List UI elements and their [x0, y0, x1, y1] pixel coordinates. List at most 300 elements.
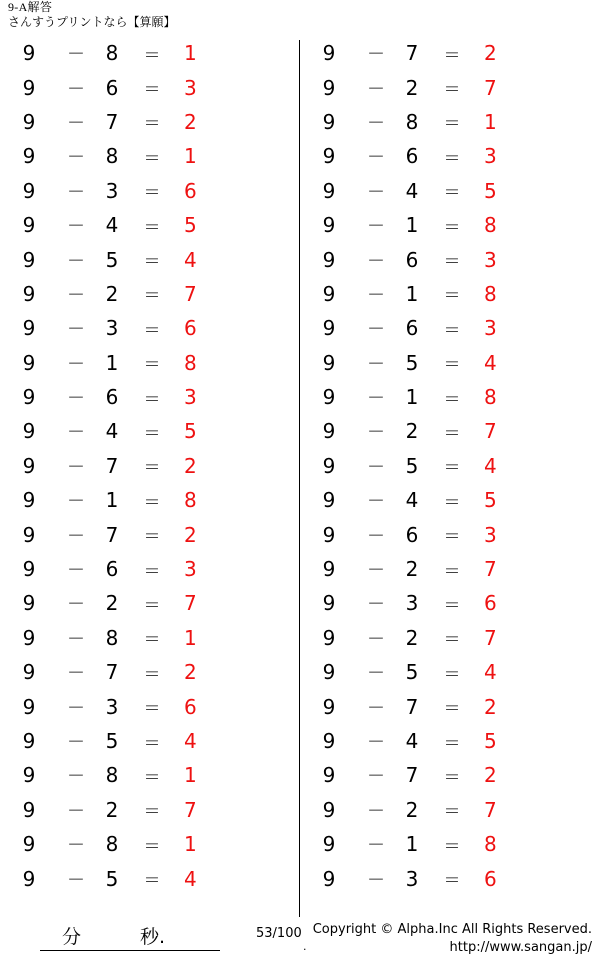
operand-a: 9 [22, 144, 36, 169]
operand-a: 9 [322, 729, 336, 753]
minus-sign: － [367, 112, 385, 134]
answer-value: 2 [184, 660, 197, 685]
equals-sign: ＝ [443, 595, 461, 616]
equals-sign: ＝ [143, 871, 161, 892]
operand-b: 1 [405, 832, 419, 857]
answer-value: 8 [484, 385, 497, 410]
answer-value: 1 [184, 41, 197, 66]
operand-a: 9 [322, 178, 336, 203]
problem-row [0, 861, 300, 895]
minus-sign: － [67, 594, 85, 616]
operand-a: 9 [322, 41, 336, 66]
minus-sign: － [367, 525, 385, 547]
problem-row [0, 105, 300, 139]
operand-a: 9 [322, 625, 336, 650]
problem-row [300, 483, 600, 517]
minus-sign: － [67, 44, 85, 66]
operand-b: 8 [405, 109, 419, 134]
problem-row [300, 861, 600, 895]
operand-b: 5 [405, 453, 419, 478]
problem-row [300, 277, 600, 311]
minus-sign: － [67, 112, 85, 134]
page-number: 53/100 [256, 926, 302, 941]
answer-value: 7 [484, 419, 497, 444]
equals-sign: ＝ [443, 561, 461, 582]
operand-b: 6 [105, 75, 119, 100]
equals-sign: ＝ [443, 45, 461, 66]
operand-a: 9 [322, 419, 336, 444]
problem-row [300, 689, 600, 723]
answer-value: 5 [484, 488, 497, 513]
answer-value: 6 [184, 694, 197, 719]
operand-a: 9 [22, 660, 36, 685]
operand-b: 1 [405, 213, 419, 238]
operand-b: 5 [405, 350, 419, 375]
second-label: 秒. [140, 926, 166, 948]
operand-a: 9 [22, 729, 36, 753]
equals-sign: ＝ [143, 492, 161, 513]
operand-b: 8 [105, 144, 119, 169]
problem-row [300, 655, 600, 689]
equals-sign: ＝ [443, 252, 461, 273]
equals-sign: ＝ [143, 561, 161, 582]
minus-sign: － [367, 800, 385, 822]
problem-row [300, 449, 600, 483]
answer-value: 8 [484, 281, 497, 306]
equals-sign: ＝ [443, 527, 461, 548]
problem-row [300, 724, 600, 758]
operand-b: 2 [105, 591, 119, 616]
answer-value: 3 [484, 522, 497, 547]
answer-value: 4 [184, 729, 197, 753]
operand-a: 9 [22, 213, 36, 238]
operand-b: 4 [105, 419, 119, 444]
equals-sign: ＝ [443, 767, 461, 788]
minus-sign: － [367, 663, 385, 685]
equals-sign: ＝ [143, 733, 161, 754]
equals-sign: ＝ [143, 114, 161, 135]
equals-sign: ＝ [143, 664, 161, 685]
operand-b: 4 [405, 178, 419, 203]
operand-a: 9 [322, 797, 336, 822]
minus-sign: － [67, 353, 85, 375]
minus-sign: － [367, 766, 385, 788]
minus-sign: － [367, 284, 385, 306]
problem-row [0, 689, 300, 723]
operand-b: 3 [105, 694, 119, 719]
problem-row [0, 827, 300, 861]
operand-a: 9 [22, 41, 36, 66]
answer-value: 8 [484, 213, 497, 238]
problem-row [0, 621, 300, 655]
problem-row [300, 621, 600, 655]
operand-a: 9 [22, 832, 36, 857]
problem-columns [0, 36, 600, 916]
equals-sign: ＝ [143, 630, 161, 651]
operand-a: 9 [22, 385, 36, 410]
minus-sign: － [367, 250, 385, 272]
problem-row [0, 208, 300, 242]
operand-b: 6 [405, 247, 419, 272]
minus-sign: － [367, 147, 385, 169]
page-header [8, 0, 588, 30]
problem-row [300, 414, 600, 448]
operand-a: 9 [22, 281, 36, 306]
minus-sign: － [367, 353, 385, 375]
minus-sign: － [367, 422, 385, 444]
equals-sign: ＝ [443, 114, 461, 135]
operand-b: 5 [405, 660, 419, 685]
answer-value: 5 [184, 213, 197, 238]
minus-sign: － [367, 181, 385, 203]
operand-a: 9 [22, 419, 36, 444]
answer-value: 2 [184, 522, 197, 547]
equals-sign: ＝ [143, 217, 161, 238]
problem-row [0, 586, 300, 620]
answer-value: 2 [484, 41, 497, 66]
operand-b: 4 [405, 488, 419, 513]
operand-a: 9 [322, 350, 336, 375]
operand-b: 7 [405, 763, 419, 788]
minus-sign: － [67, 628, 85, 650]
footer-dot: . [303, 940, 307, 953]
problem-row [300, 105, 600, 139]
copyright-text: Copyright © Alpha.Inc All Rights Reserved. [312, 922, 592, 937]
minus-sign: － [67, 388, 85, 410]
minus-sign: － [367, 732, 385, 753]
minus-sign: － [67, 800, 85, 822]
minus-sign: － [367, 491, 385, 513]
answer-value: 2 [484, 763, 497, 788]
operand-a: 9 [22, 178, 36, 203]
operand-b: 7 [105, 660, 119, 685]
operand-a: 9 [322, 75, 336, 100]
operand-b: 1 [405, 281, 419, 306]
page-subtitle: さんすうプリントなら【算願】 [8, 15, 176, 29]
operand-b: 1 [105, 350, 119, 375]
operand-b: 7 [405, 694, 419, 719]
equals-sign: ＝ [443, 355, 461, 376]
problem-row [300, 242, 600, 276]
answer-value: 3 [484, 316, 497, 341]
operand-b: 7 [405, 41, 419, 66]
problem-row [0, 517, 300, 551]
problem-row [0, 277, 300, 311]
problem-row [300, 380, 600, 414]
equals-sign: ＝ [143, 45, 161, 66]
equals-sign: ＝ [143, 252, 161, 273]
operand-a: 9 [322, 866, 336, 891]
minus-sign: － [67, 663, 85, 685]
operand-b: 7 [105, 522, 119, 547]
operand-b: 6 [405, 316, 419, 341]
answer-value: 6 [484, 591, 497, 616]
problem-row [0, 70, 300, 104]
answer-value: 6 [184, 316, 197, 341]
answer-value: 7 [484, 625, 497, 650]
operand-a: 9 [22, 247, 36, 272]
operand-a: 9 [322, 832, 336, 857]
equals-sign: ＝ [143, 836, 161, 857]
equals-sign: ＝ [143, 355, 161, 376]
answer-value: 6 [184, 178, 197, 203]
minus-sign: － [67, 216, 85, 238]
answer-value: 3 [184, 557, 197, 582]
answer-value: 1 [184, 144, 197, 169]
equals-sign: ＝ [443, 802, 461, 823]
answer-value: 3 [184, 385, 197, 410]
minus-sign: － [367, 456, 385, 478]
minute-label: 分 [62, 926, 82, 948]
problem-row [0, 346, 300, 380]
equals-sign: ＝ [443, 389, 461, 410]
minus-sign: － [67, 284, 85, 306]
operand-b: 8 [105, 832, 119, 857]
equals-sign: ＝ [443, 836, 461, 857]
operand-b: 6 [405, 522, 419, 547]
page-footer [0, 912, 600, 954]
operand-b: 1 [105, 488, 119, 513]
operand-b: 5 [105, 729, 119, 753]
answer-value: 3 [484, 144, 497, 169]
answer-value: 8 [484, 832, 497, 857]
equals-sign: ＝ [443, 871, 461, 892]
answer-value: 8 [184, 350, 197, 375]
site-url: http://www.sangan.jp/ [449, 940, 592, 955]
problem-row [0, 36, 300, 70]
answer-value: 1 [184, 832, 197, 857]
operand-b: 2 [105, 281, 119, 306]
operand-b: 3 [405, 591, 419, 616]
equals-sign: ＝ [143, 286, 161, 307]
operand-a: 9 [322, 281, 336, 306]
operand-a: 9 [22, 316, 36, 341]
operand-a: 9 [322, 316, 336, 341]
equals-sign: ＝ [143, 527, 161, 548]
problem-row [0, 793, 300, 827]
equals-sign: ＝ [443, 80, 461, 101]
operand-a: 9 [322, 247, 336, 272]
minus-sign: － [367, 594, 385, 616]
equals-sign: ＝ [143, 423, 161, 444]
operand-a: 9 [22, 763, 36, 788]
minus-sign: － [67, 250, 85, 272]
operand-a: 9 [322, 522, 336, 547]
operand-a: 9 [322, 557, 336, 582]
problem-row [300, 586, 600, 620]
equals-sign: ＝ [143, 595, 161, 616]
problem-row [0, 552, 300, 586]
answer-value: 5 [484, 178, 497, 203]
minus-sign: － [67, 835, 85, 857]
operand-a: 9 [322, 213, 336, 238]
operand-b: 2 [405, 557, 419, 582]
minus-sign: － [67, 78, 85, 100]
problem-row [300, 827, 600, 861]
answer-value: 7 [184, 281, 197, 306]
operand-a: 9 [22, 625, 36, 650]
problem-row [300, 70, 600, 104]
equals-sign: ＝ [443, 458, 461, 479]
answer-value: 8 [184, 488, 197, 513]
operand-b: 5 [105, 866, 119, 891]
minus-sign: － [367, 319, 385, 341]
operand-a: 9 [22, 866, 36, 891]
minus-sign: － [67, 697, 85, 719]
equals-sign: ＝ [143, 802, 161, 823]
operand-a: 9 [322, 453, 336, 478]
operand-b: 5 [105, 247, 119, 272]
equals-sign: ＝ [443, 664, 461, 685]
operand-b: 7 [105, 109, 119, 134]
operand-b: 2 [405, 419, 419, 444]
problem-row [0, 449, 300, 483]
problem-row [0, 174, 300, 208]
minus-sign: － [67, 869, 85, 891]
operand-a: 9 [322, 591, 336, 616]
minus-sign: － [67, 732, 85, 753]
answer-value: 4 [484, 660, 497, 685]
problem-row [0, 242, 300, 276]
operand-b: 3 [105, 316, 119, 341]
equals-sign: ＝ [443, 699, 461, 720]
problem-row [300, 208, 600, 242]
operand-b: 1 [405, 385, 419, 410]
answer-value: 7 [484, 75, 497, 100]
answer-value: 7 [184, 797, 197, 822]
operand-a: 9 [322, 763, 336, 788]
problem-row [300, 346, 600, 380]
answer-value: 5 [484, 729, 497, 753]
minus-sign: － [367, 78, 385, 100]
operand-b: 2 [105, 797, 119, 822]
equals-sign: ＝ [443, 492, 461, 513]
minus-sign: － [67, 319, 85, 341]
equals-sign: ＝ [143, 458, 161, 479]
operand-a: 9 [22, 350, 36, 375]
equals-sign: ＝ [443, 217, 461, 238]
equals-sign: ＝ [143, 389, 161, 410]
operand-a: 9 [22, 488, 36, 513]
problem-row [0, 724, 300, 758]
operand-a: 9 [22, 75, 36, 100]
equals-sign: ＝ [143, 767, 161, 788]
minus-sign: － [367, 216, 385, 238]
equals-sign: ＝ [143, 183, 161, 204]
problem-row [0, 380, 300, 414]
minus-sign: － [367, 869, 385, 891]
answer-value: 1 [484, 109, 497, 134]
operand-a: 9 [322, 144, 336, 169]
minus-sign: － [67, 491, 85, 513]
equals-sign: ＝ [443, 183, 461, 204]
minus-sign: － [367, 388, 385, 410]
operand-b: 2 [405, 625, 419, 650]
problem-row [0, 483, 300, 517]
operand-a: 9 [22, 694, 36, 719]
answer-value: 1 [184, 625, 197, 650]
answer-value: 1 [184, 763, 197, 788]
equals-sign: ＝ [443, 423, 461, 444]
operand-b: 4 [105, 213, 119, 238]
operand-a: 9 [22, 109, 36, 134]
problem-row [300, 552, 600, 586]
answer-value: 2 [184, 109, 197, 134]
minus-sign: － [367, 697, 385, 719]
problem-row [0, 311, 300, 345]
equals-sign: ＝ [443, 630, 461, 651]
operand-a: 9 [22, 557, 36, 582]
operand-a: 9 [22, 797, 36, 822]
operand-b: 3 [405, 866, 419, 891]
minus-sign: － [67, 766, 85, 788]
problem-column-left [0, 36, 300, 896]
answer-value: 4 [184, 247, 197, 272]
minus-sign: － [67, 525, 85, 547]
problem-row [300, 174, 600, 208]
answer-value: 6 [484, 866, 497, 891]
minus-sign: － [67, 422, 85, 444]
equals-sign: ＝ [143, 80, 161, 101]
problem-row [300, 139, 600, 173]
answer-value: 5 [184, 419, 197, 444]
answer-value: 7 [484, 797, 497, 822]
answer-value: 7 [184, 591, 197, 616]
minus-sign: － [67, 181, 85, 203]
equals-sign: ＝ [143, 320, 161, 341]
answer-value: 4 [484, 350, 497, 375]
problem-row [0, 758, 300, 792]
operand-b: 4 [405, 729, 419, 753]
page-title: 9-A解答 [8, 0, 53, 14]
answer-value: 4 [484, 453, 497, 478]
answer-value: 7 [484, 557, 497, 582]
minus-sign: － [367, 628, 385, 650]
operand-a: 9 [22, 453, 36, 478]
problem-row [300, 793, 600, 827]
equals-sign: ＝ [443, 286, 461, 307]
operand-a: 9 [322, 109, 336, 134]
time-underline [40, 950, 220, 951]
equals-sign: ＝ [143, 148, 161, 169]
operand-b: 8 [105, 41, 119, 66]
equals-sign: ＝ [443, 320, 461, 341]
operand-b: 6 [105, 385, 119, 410]
operand-b: 8 [105, 625, 119, 650]
operand-b: 8 [105, 763, 119, 788]
minus-sign: － [67, 147, 85, 169]
minus-sign: － [367, 560, 385, 582]
equals-sign: ＝ [443, 733, 461, 754]
operand-b: 6 [105, 557, 119, 582]
problem-row [300, 311, 600, 345]
problem-row [0, 139, 300, 173]
operand-a: 9 [22, 522, 36, 547]
operand-b: 3 [105, 178, 119, 203]
minus-sign: － [67, 456, 85, 478]
problem-row [300, 36, 600, 70]
minus-sign: － [367, 44, 385, 66]
answer-value: 2 [184, 453, 197, 478]
operand-a: 9 [322, 660, 336, 685]
answer-value: 3 [184, 75, 197, 100]
problem-row [0, 414, 300, 448]
operand-a: 9 [322, 488, 336, 513]
problem-row [0, 655, 300, 689]
equals-sign: ＝ [143, 699, 161, 720]
problem-row [300, 517, 600, 551]
problem-column-right [300, 36, 600, 896]
